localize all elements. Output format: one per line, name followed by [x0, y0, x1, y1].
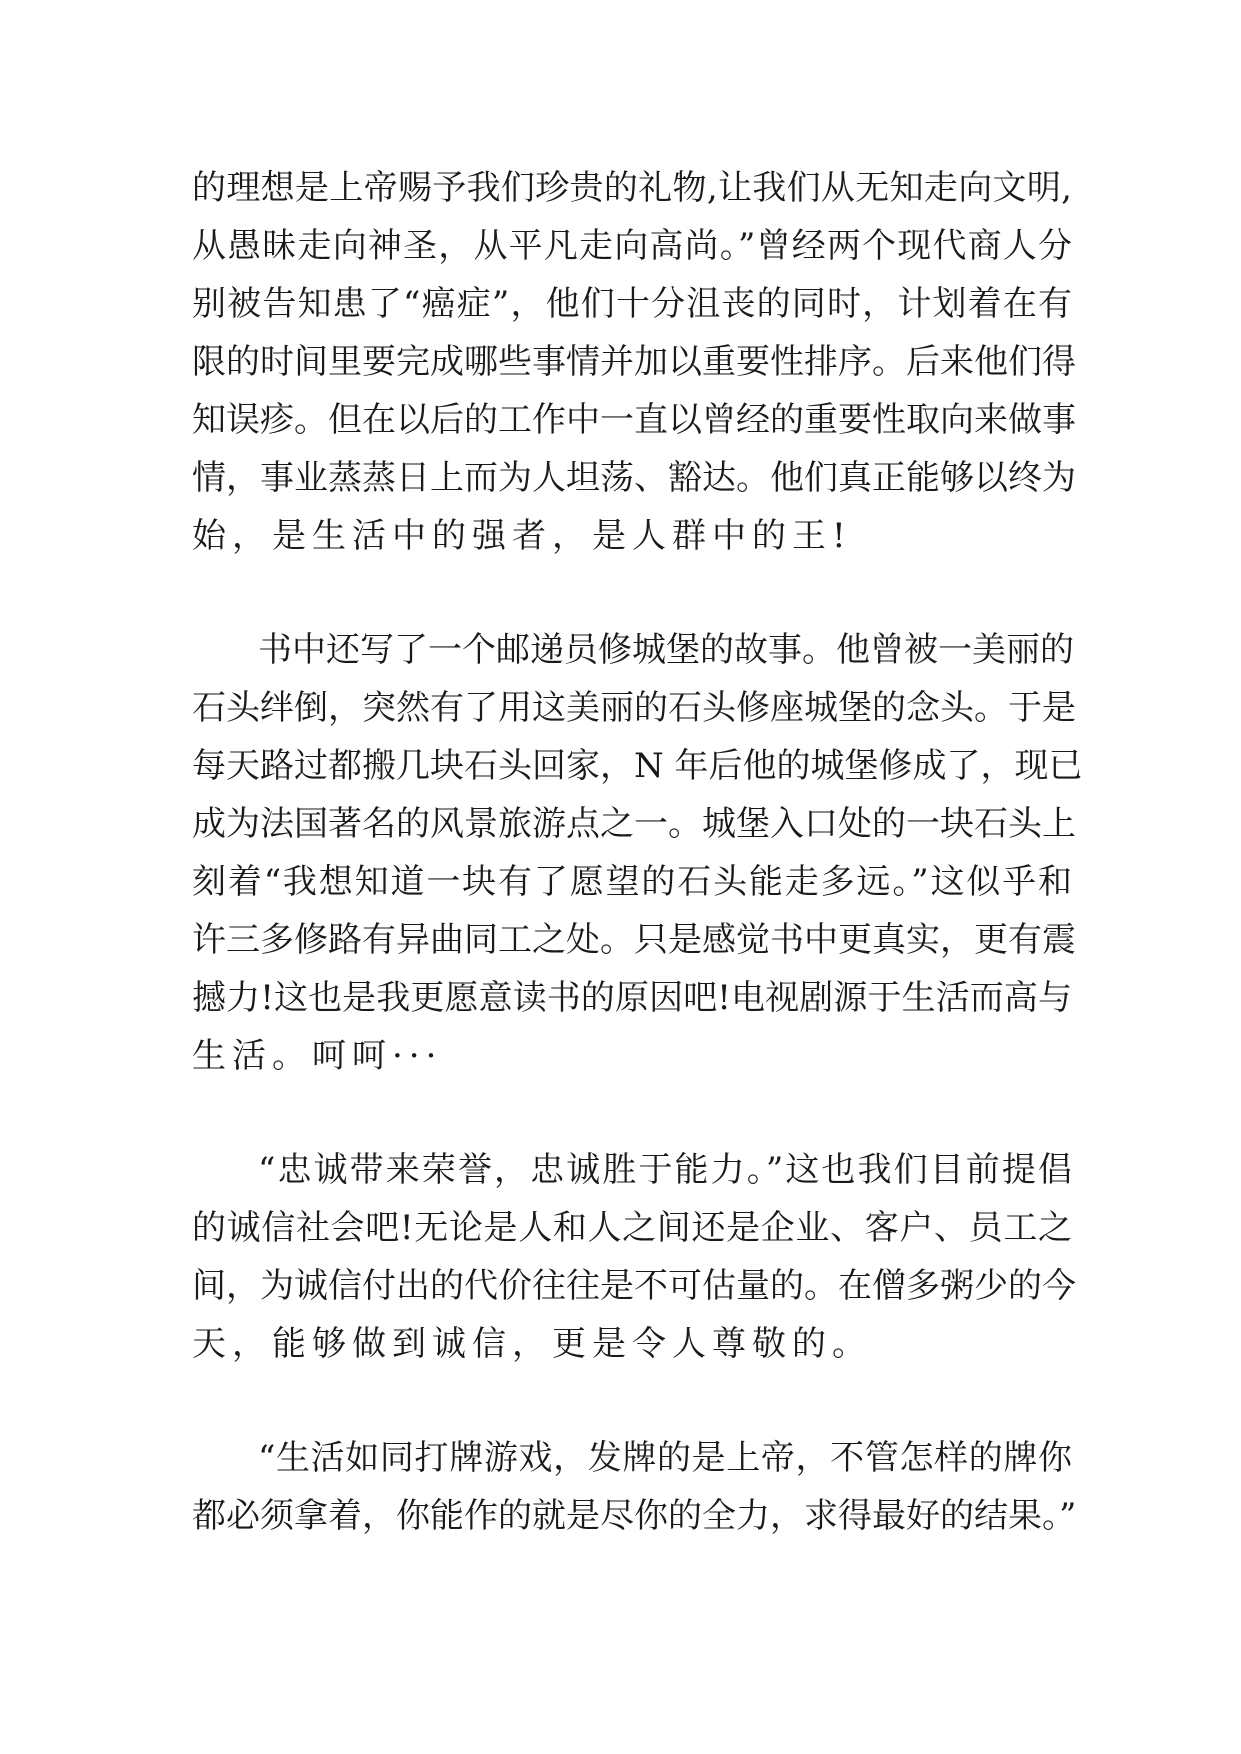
paragraph-1-line-5: 知误疹。但在以后的工作中一直以曾经的重要性取向来做事 [192, 400, 1076, 440]
paragraph-4-line-2: 都必须拿着，你能作的就是尽你的全力，求得最好的结果。” [192, 1496, 1077, 1536]
paragraph-1-line-4: 限的时间里要完成哪些事情并加以重要性排序。后来他们得 [192, 342, 1076, 382]
paragraph-4-line-1: “生活如同打牌游戏，发牌的是上帝，不管怎样的牌你 [258, 1438, 1072, 1478]
paragraph-1-line-3: 别被告知患了“癌症”，他们十分沮丧的同时，计划着在有 [192, 284, 1072, 324]
paragraph-2-line-6: 许三多修路有异曲同工之处。只是感觉书中更真实，更有震 [192, 920, 1076, 960]
paragraph-1-line-1: 的理想是上帝赐予我们珍贵的礼物,让我们从无知走向文明, [192, 168, 1072, 208]
paragraph-2-line-4: 成为法国著名的风景旅游点之一。城堡入口处的一块石头上 [192, 804, 1076, 844]
paragraph-1-line-2: 从愚昧走向神圣，从平凡走向高尚。”曾经两个现代商人分 [192, 226, 1072, 266]
paragraph-3-line-4: 天，能够做到诚信，更是令人尊敬的。 [192, 1324, 872, 1364]
paragraph-3-line-1: “忠诚带来荣誉，忠诚胜于能力。”这也我们目前提倡 [258, 1150, 1072, 1190]
paragraph-3-line-3: 间，为诚信付出的代价往往是不可估量的。在僧多粥少的今 [192, 1266, 1076, 1306]
paragraph-2-line-1: 书中还写了一个邮递员修城堡的故事。他曾被一美丽的 [258, 630, 1074, 670]
paragraph-1-line-6: 情，事业蒸蒸日上而为人坦荡、豁达。他们真正能够以终为 [192, 458, 1076, 498]
paragraph-2-line-5: 刻着“我想知道一块有了愿望的石头能走多远。”这似乎和 [192, 862, 1072, 902]
paragraph-2-line-2: 石头绊倒，突然有了用这美丽的石头修座城堡的念头。于是 [192, 688, 1076, 728]
paragraph-2-line-8: 生活。呵呵··· [192, 1036, 443, 1076]
paragraph-2-line-3: 每天路过都搬几块石头回家，N 年后他的城堡修成了，现已 [192, 746, 1083, 786]
paragraph-3-line-2: 的诚信社会吧!无论是人和人之间还是企业、客户、员工之 [192, 1208, 1072, 1248]
paragraph-1-line-7: 始，是生活中的强者，是人群中的王! [192, 516, 852, 556]
paragraph-2-line-7: 撼力!这也是我更愿意读书的原因吧!电视剧源于生活而高与 [192, 978, 1072, 1018]
